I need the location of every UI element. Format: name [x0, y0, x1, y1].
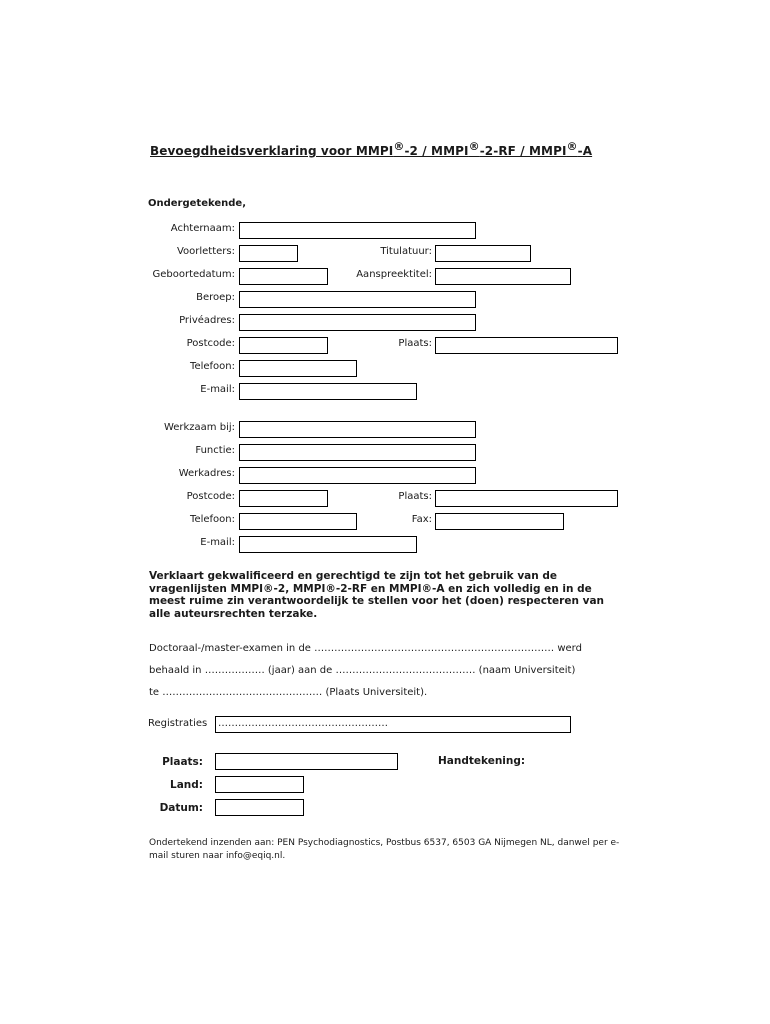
email-field[interactable] [239, 383, 417, 400]
work-postcode-label: Postcode: [186, 491, 235, 502]
werkadres-label: Werkadres: [178, 468, 235, 479]
exam-university-dots[interactable]: …………………………………… [335, 665, 476, 676]
sign-datum-field[interactable] [215, 799, 304, 816]
exam-line-2: behaald in ……………… (jaar) aan de …………………………………… (naam Universiteit) [149, 665, 576, 676]
geboortedatum-label: Geboortedatum: [152, 269, 235, 280]
werkadres-field[interactable] [239, 467, 476, 484]
telefoon-label: Telefoon: [190, 361, 235, 372]
work-email-field[interactable] [239, 536, 417, 553]
sign-datum-label: Datum: [159, 802, 203, 814]
postcode-label: Postcode: [186, 338, 235, 349]
email-label: E-mail: [200, 384, 235, 395]
werkzaam-bij-label: Werkzaam bij: [163, 422, 235, 433]
exam-line-1: Doctoraal-/master-examen in de ……………………………………………………………… werd [149, 643, 582, 654]
postcode-field[interactable] [239, 337, 328, 354]
achternaam-field[interactable] [239, 222, 476, 239]
geboortedatum-field[interactable] [239, 268, 328, 285]
aanspreektitel-field[interactable] [435, 268, 571, 285]
work-plaats-label: Plaats: [398, 491, 432, 502]
registraties-field[interactable] [215, 716, 571, 733]
voorletters-field[interactable] [239, 245, 298, 262]
declaration-text: Verklaart gekwalificeerd en gerechtigd te zijn tot het gebruik van de vragenlijsten MMPI®-2, MMPI®-2-RF en MMPI®-A en zich volledig en in de meest ruime zin verantwoordelijk te stellen voor het (doen) respecteren van alle auteursrechten terzake. [149, 570, 605, 620]
intro-heading: Ondergetekende, [148, 198, 247, 209]
form-title: Bevoegdheidsverklaring voor MMPI®-2 / MMPI®-2-RF / MMPI®-A [150, 140, 593, 158]
exam-year-dots[interactable]: ……………… [204, 665, 265, 676]
fax-label: Fax: [411, 514, 432, 525]
telefoon-field[interactable] [239, 360, 357, 377]
exam-line-3: te ………………………………………… (Plaats Universiteit). [149, 687, 428, 698]
work-plaats-field[interactable] [435, 490, 618, 507]
handtekening-label: Handtekening: [438, 755, 526, 767]
footer-note: Ondertekend inzenden aan: PEN Psychodiagnostics, Postbus 6537, 6503 GA Nijmegen NL, danwel per e-mail sturen naar info@eqiq.nl. [149, 838, 620, 861]
titulatuur-field[interactable] [435, 245, 531, 262]
plaats-label: Plaats: [398, 338, 432, 349]
exam-subject-dots[interactable]: ……………………………………………………………… [314, 643, 555, 654]
voorletters-label: Voorletters: [176, 246, 235, 257]
achternaam-label: Achternaam: [170, 223, 235, 234]
titulatuur-label: Titulatuur: [380, 246, 432, 257]
registraties-dots: …………………………………………… [218, 718, 388, 729]
sign-plaats-label: Plaats: [162, 756, 203, 768]
plaats-field[interactable] [435, 337, 618, 354]
functie-field[interactable] [239, 444, 476, 461]
werkzaam-bij-field[interactable] [239, 421, 476, 438]
fax-field[interactable] [435, 513, 564, 530]
priveadres-field[interactable] [239, 314, 476, 331]
functie-label: Functie: [195, 445, 235, 456]
sign-land-field[interactable] [215, 776, 304, 793]
registraties-label: Registraties [148, 718, 208, 729]
exam-city-dots[interactable]: ………………………………………… [162, 687, 323, 698]
beroep-label: Beroep: [196, 292, 235, 303]
work-telefoon-label: Telefoon: [190, 514, 235, 525]
sign-land-label: Land: [170, 779, 203, 791]
sign-plaats-field[interactable] [215, 753, 398, 770]
beroep-field[interactable] [239, 291, 476, 308]
work-email-label: E-mail: [200, 537, 235, 548]
priveadres-label: Privéadres: [179, 315, 235, 326]
work-postcode-field[interactable] [239, 490, 328, 507]
aanspreektitel-label: Aanspreektitel: [356, 269, 432, 280]
